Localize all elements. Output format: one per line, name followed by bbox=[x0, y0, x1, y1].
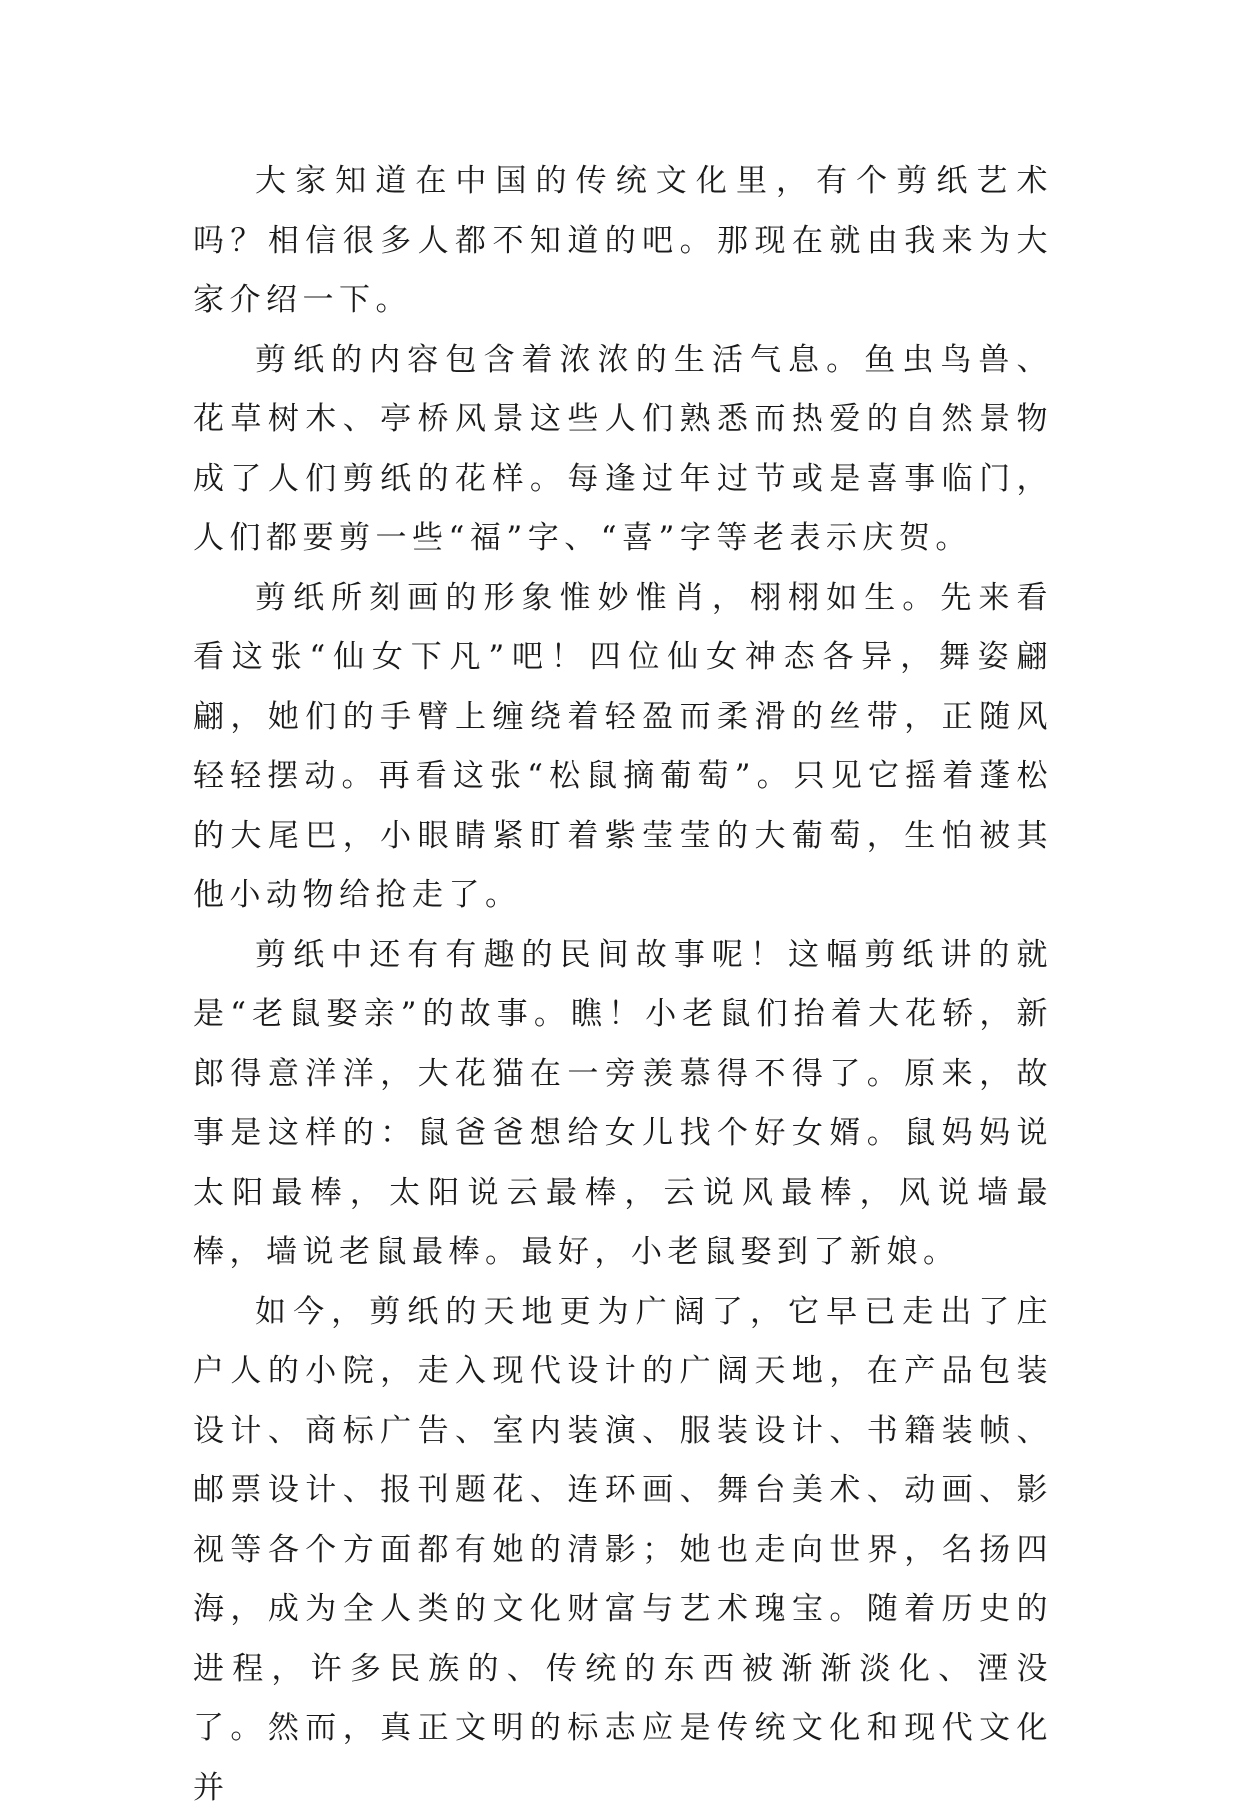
paragraph-images: 剪纸所刻画的形象惟妙惟肖，栩栩如生。先来看看这张“仙女下凡”吧！四位仙女神态各异，舞姿翩翩，她们的手臂上缠绕着轻盈而柔滑的丝带，正随风轻轻摆动。再看这张“松鼠摘葡萄”。只见它摇着蓬松的大尾巴，小眼睛紧盯着紫莹莹的大葡萄，生怕被其他小动物给抢走了。 bbox=[193, 569, 1053, 926]
paragraph-folk-story: 剪纸中还有有趣的民间故事呢！这幅剪纸讲的就是“老鼠娶亲”的故事。瞧！小老鼠们抬着大花轿，新郎得意洋洋，大花猫在一旁羡慕得不得了。原来，故事是这样的：鼠爸爸想给女儿找个好女婿。鼠妈妈说太阳最棒，太阳说云最棒，云说风最棒，风说墙最棒，墙说老鼠最棒。最好，小老鼠娶到了新娘。 bbox=[193, 926, 1053, 1283]
paragraph-modern: 如今，剪纸的天地更为广阔了，它早已走出了庄户人的小院，走入现代设计的广阔天地，在产品包装设计、商标广告、室内装演、服装设计、书籍装帧、邮票设计、报刊题花、连环画、舞台美术、动画、影视等各个方面都有她的清影；她也走向世界，名扬四海，成为全人类的文化财富与艺术瑰宝。随着历史的进程，许多民族的、传统的东西被渐渐淡化、湮没了。然而，真正文明的标志应是传统文化和现代文化并 bbox=[193, 1283, 1053, 1818]
paragraph-content: 剪纸的内容包含着浓浓的生活气息。鱼虫鸟兽、花草树木、亭桥风景这些人们熟悉而热爱的自然景物成了人们剪纸的花样。每逢过年过节或是喜事临门，人们都要剪一些“福”字、“喜”字等老表示庆贺。 bbox=[193, 331, 1053, 569]
document-body bbox=[193, 152, 1053, 1818]
paragraph-intro: 大家知道在中国的传统文化里，有个剪纸艺术吗？相信很多人都不知道的吧。那现在就由我来为大家介绍一下。 bbox=[193, 152, 1053, 331]
